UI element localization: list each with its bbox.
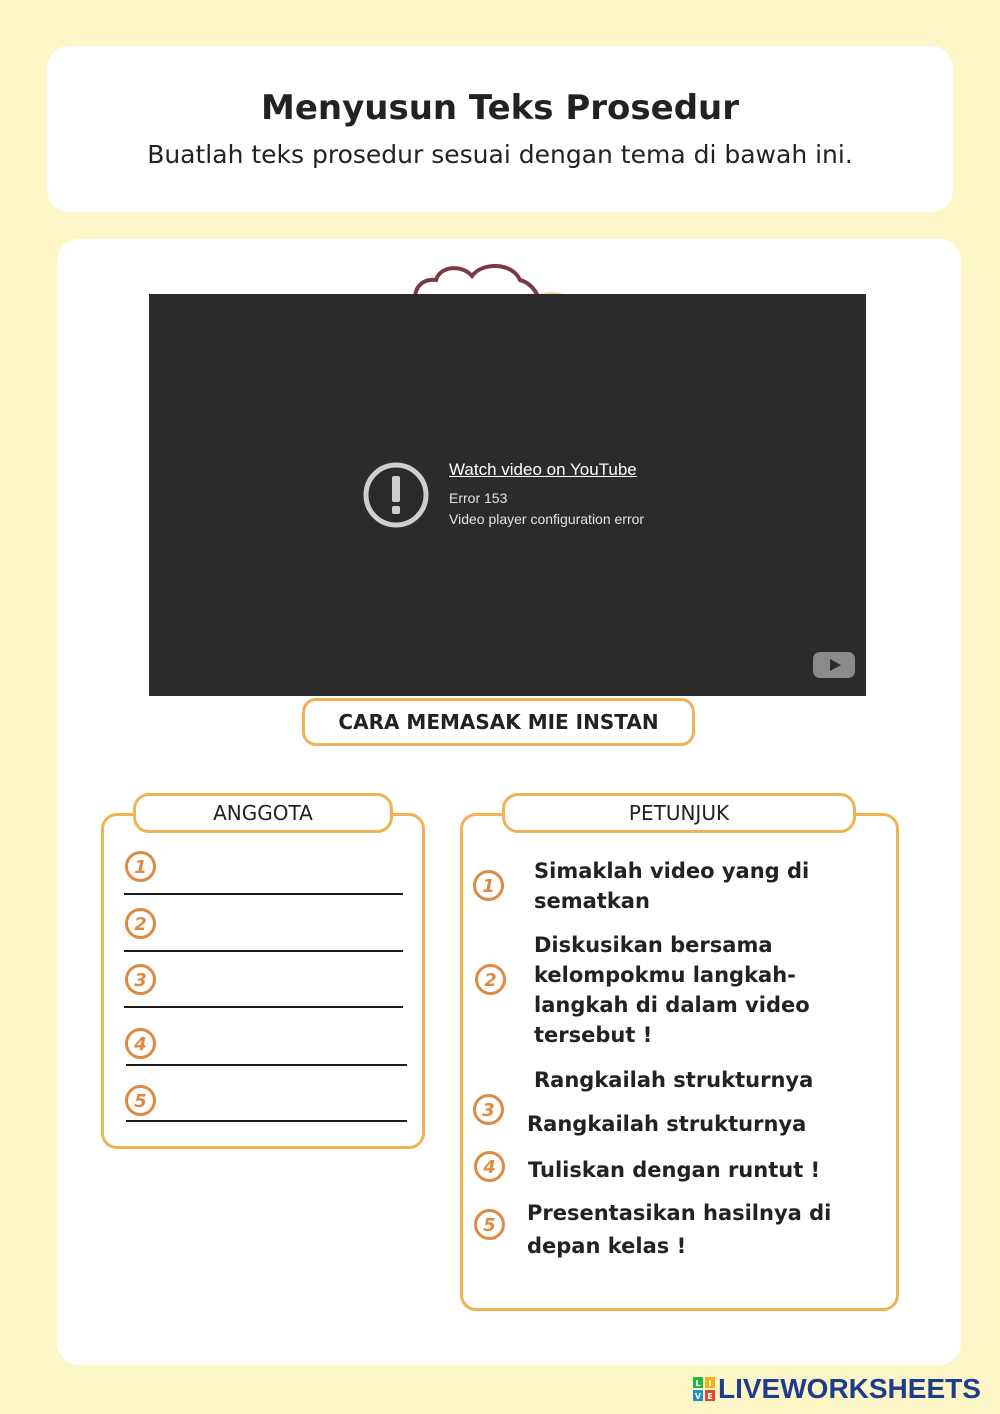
page-title: Menyusun Teks Prosedur (260, 88, 740, 128)
step-1-text (534, 856, 809, 916)
member-1-line[interactable] (124, 893, 403, 895)
member-number-3-icon (124, 963, 157, 996)
step-number-2-icon (474, 963, 507, 996)
svg-text:2: 2 (134, 914, 147, 935)
members-title: ANGGOTA (133, 793, 393, 833)
guide-title: PETUNJUK (502, 793, 856, 833)
step-1-line-2: sematkan (534, 889, 650, 913)
step-5-text (527, 1197, 831, 1263)
brand-name: LIVEWORKSHEETS (718, 1373, 981, 1404)
svg-text:E: E (707, 1392, 713, 1401)
video-embed[interactable] (149, 294, 866, 696)
step-number-3-icon (472, 1093, 505, 1126)
step-1-line-1: Simaklah video yang di (534, 859, 810, 883)
step-5-line-2: depan kelas ! (527, 1234, 687, 1258)
exclamation-circle-icon (362, 461, 430, 529)
svg-text:V: V (694, 1392, 702, 1401)
member-number-1-icon (124, 850, 157, 883)
svg-text:4: 4 (134, 1034, 147, 1055)
svg-text:3: 3 (482, 1100, 495, 1121)
step-2-text (534, 930, 810, 1050)
member-number-2-icon (124, 907, 157, 940)
svg-text:1: 1 (134, 857, 147, 878)
svg-text:5: 5 (134, 1091, 147, 1112)
watch-on-youtube-link[interactable]: Watch video on YouTube (449, 460, 637, 479)
video-error-message: Video player configuration error (449, 511, 645, 527)
step-number-1-icon (472, 869, 505, 902)
step-3a-text: Rangkailah strukturnya (534, 1068, 814, 1092)
svg-text:5: 5 (483, 1215, 496, 1236)
member-2-line[interactable] (124, 950, 403, 952)
member-5-line[interactable] (126, 1120, 407, 1122)
brand-logo (693, 1374, 981, 1404)
member-number-4-icon (124, 1027, 157, 1060)
step-number-5-icon (473, 1208, 506, 1241)
step-5-line-1: Presentasikan hasilnya di (527, 1201, 832, 1225)
page-subtitle: Buatlah teks prosedur sesuai dengan tema di bawah ini. (147, 140, 853, 169)
member-number-5-icon (124, 1084, 157, 1117)
member-3-line[interactable] (124, 1006, 403, 1008)
svg-text:3: 3 (134, 970, 147, 991)
step-4-text: Tuliskan dengan runtut ! (528, 1158, 821, 1182)
step-2-line-1: Diskusikan bersama (534, 933, 773, 957)
header-card (47, 46, 953, 212)
svg-text:1: 1 (482, 876, 495, 897)
member-4-line[interactable] (126, 1064, 407, 1066)
svg-text:4: 4 (483, 1157, 496, 1178)
step-number-4-icon (473, 1150, 506, 1183)
step-2-line-4: tersebut ! (534, 1023, 653, 1047)
step-3-text: Rangkailah strukturnya (527, 1112, 807, 1136)
liveworksheets-logo-icon (693, 1377, 715, 1401)
svg-text:L: L (695, 1379, 701, 1388)
theme-label: CARA MEMASAK MIE INSTAN (302, 698, 695, 746)
youtube-play-icon[interactable] (812, 651, 856, 679)
step-2-line-3: langkah di dalam video (534, 993, 810, 1017)
svg-text:2: 2 (484, 970, 497, 991)
video-error-code: Error 153 (449, 490, 508, 506)
step-2-line-2: kelompokmu langkah- (534, 963, 796, 987)
svg-text:I: I (708, 1379, 712, 1388)
